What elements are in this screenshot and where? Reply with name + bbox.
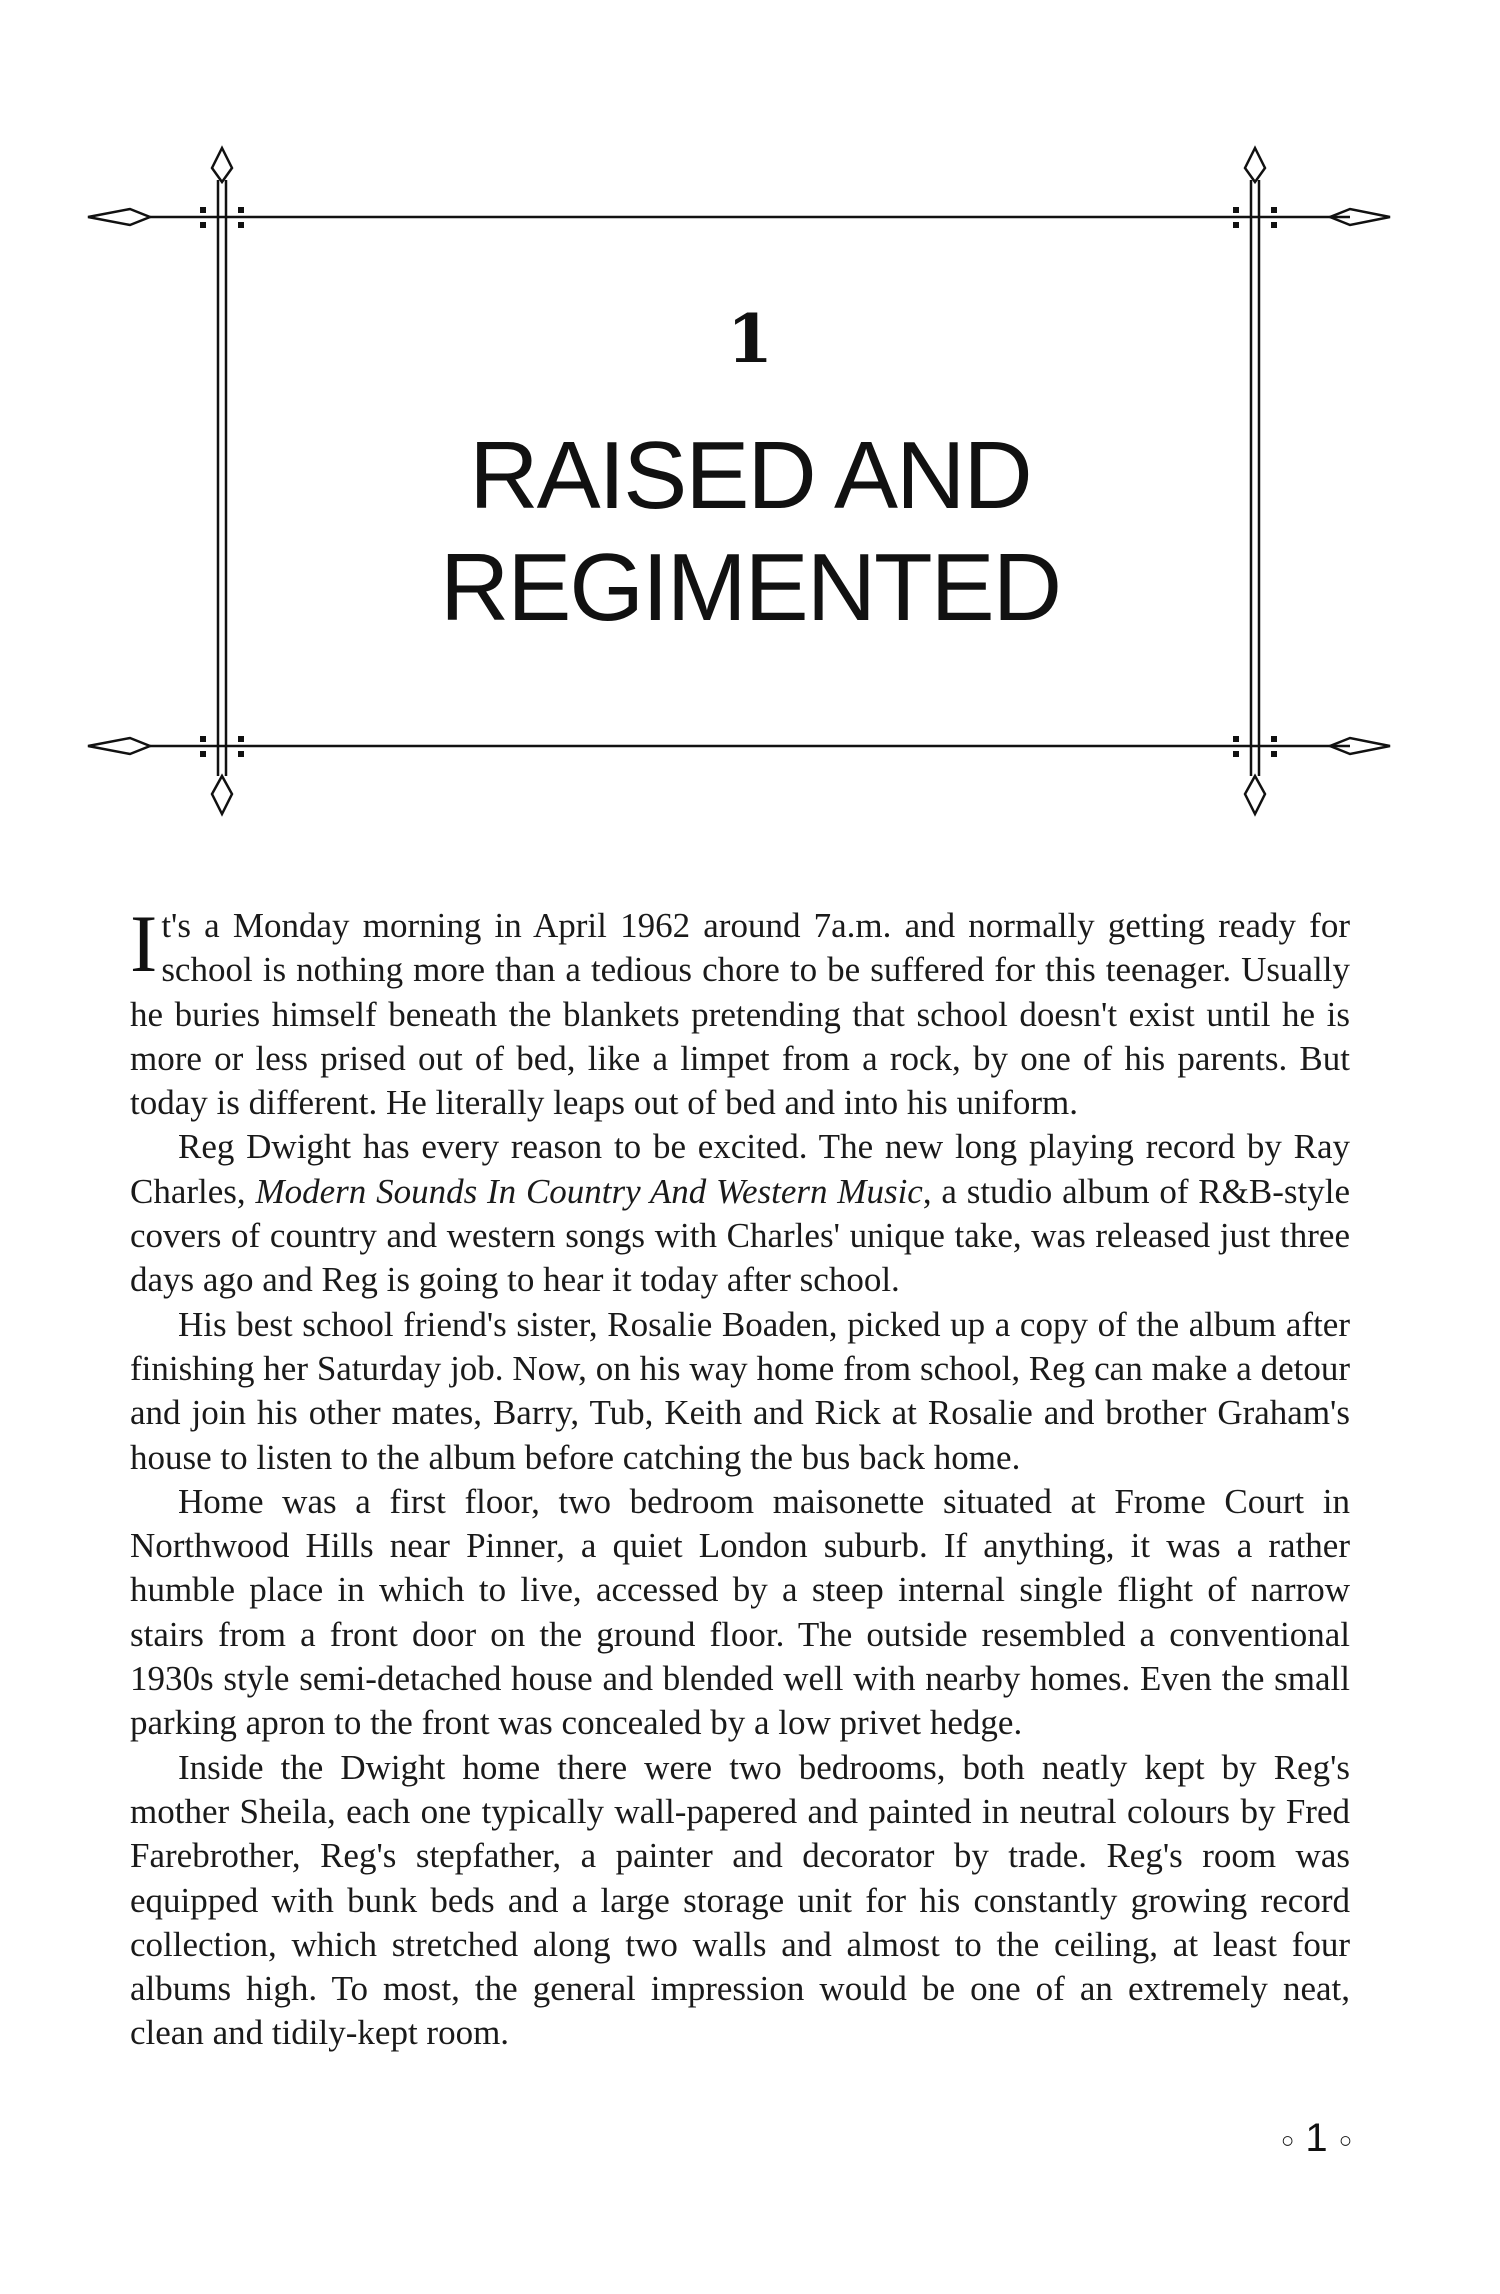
paragraph-2 [130,1125,1350,1302]
paragraph-1-text: t's a Monday morning in April 1962 around 7a.m. and normally getting ready for school is nothing more than a tedious chore to be suffered for this teenager. Usually he buries himself beneath the blankets pretending that school doesn't exist until he is more or less prised out of bed, like a limpet from a rock, by one of his parents. But today is different. He literally leaps out of bed and into his uniform. [130,906,1350,1123]
body-text [130,898,1350,2056]
chapter-title [0,420,1500,644]
chapter-title-line-2: REGIMENTED [439,534,1061,641]
page-number [1281,2116,1352,2161]
page-number-ornament-left: ○ [1280,2127,1295,2153]
arrow-up-left-icon [212,148,232,182]
album-title: Modern Sounds In Country And Western Music [255,1171,923,1211]
arrow-left-bottom-icon [88,738,150,754]
paragraph-3: His best school friend's sister, Rosalie Boaden, picked up a copy of the album after finishing her Saturday job. Now, on his way home from school, Reg can make a detour and join his other mates, Barry, Tub, Keith and Rick at Rosalie and brother Graham's house to listen to the album before catching the bus back home. [130,1304,1350,1477]
paragraph-2-text-end: , a studio album of R&B-style covers of country and western songs with Charles' unique take, was released just three days ago and Reg is going to hear it today after school. [130,1171,1350,1300]
paragraph-1 [130,898,1350,1125]
paragraph-4: Home was a first floor, two bedroom maisonette situated at Frome Court in Northwood Hills near Pinner, a quiet London suburb. If anything, it was a rather humble place in which to live, accessed by a steep internal single flight of narrow stairs from a front door on the ground floor. The outside resembled a conventional 1930s style semi-detached house and blended well with nearby homes. Even the small parking apron to the front was concealed by a low privet hedge. [130,1481,1350,1743]
paragraph-5: Inside the Dwight home there were two bedrooms, both neatly kept by Reg's mother Sheila, each one typically wall-papered and painted in neutral colours by Fred Farebrother, Reg's stepfather, a painter and decorator by trade. Reg's room was equipped with bunk beds and a large storage unit for his constantly growing record collection, which stretched along two walls and almost to the ceiling, at least four albums high. To most, the general impression would be one of an extremely neat, clean and tidily-kept room. [130,1747,1350,2053]
arrow-down-right-icon [1245,776,1265,814]
chapter-title-line-1: RAISED AND [469,422,1031,529]
arrow-left-top-icon [88,209,150,225]
chapter-number: 1 [727,300,773,378]
drop-cap: I [130,898,158,989]
page-number-value: 1 [1305,2116,1328,2160]
page-number-ornament-right: ○ [1338,2127,1352,2153]
arrow-down-left-icon [212,776,232,814]
paragraph-2-text-start: Reg Dwight has every reason to be excited. The new long playing record by Ray Charles, [130,1127,1350,1211]
arrow-up-right-icon [1245,148,1265,182]
